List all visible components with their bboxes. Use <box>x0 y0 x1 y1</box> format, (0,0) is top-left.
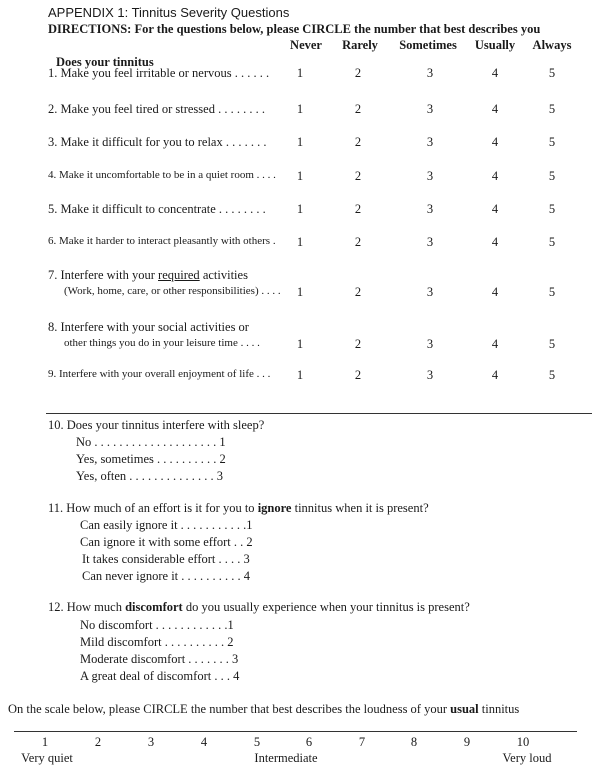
q11-title-bold: ignore <box>257 501 292 515</box>
q11-option-4[interactable]: Can never ignore it . . . . . . . . . . 4 <box>82 569 251 583</box>
question-6-rating-1[interactable]: 1 <box>296 235 304 249</box>
loudness-scale-10[interactable]: 10 <box>516 735 530 749</box>
question-2-rating-3[interactable]: 3 <box>426 102 434 116</box>
question-3-rating-5[interactable]: 5 <box>548 135 556 149</box>
question-3-rating-1[interactable]: 1 <box>296 135 304 149</box>
question-8-rating-3[interactable]: 3 <box>426 337 434 351</box>
q10-option-3[interactable]: Yes, often . . . . . . . . . . . . . . 3 <box>76 469 223 483</box>
question-6-rating-4[interactable]: 4 <box>491 235 499 249</box>
q10-option-1[interactable]: No . . . . . . . . . . . . . . . . . . . . 1 <box>76 435 226 449</box>
scale-line <box>14 731 577 732</box>
question-7-rating-4[interactable]: 4 <box>491 285 499 299</box>
column-header-sometimes: Sometimes <box>399 38 457 52</box>
question-8-rating-1[interactable]: 1 <box>296 337 304 351</box>
question-8-rating-5[interactable]: 5 <box>548 337 556 351</box>
q12-option-2[interactable]: Mild discomfort . . . . . . . . . . 2 <box>80 635 234 649</box>
question-8-sublabel: other things you do in your leisure time . . . . <box>64 337 260 349</box>
question-4-label: 4. Make it uncomfortable to be in a quiet room . . . . <box>48 169 276 181</box>
question-9-rating-3[interactable]: 3 <box>426 368 434 382</box>
q10-title: 10. Does your tinnitus interfere with sleep? <box>48 418 265 432</box>
question-6-label: 6. Make it harder to interact pleasantly with others . <box>48 235 276 247</box>
question-5-label: 5. Make it difficult to concentrate . . . . . . . . <box>48 202 266 216</box>
column-header-usually: Usually <box>474 38 516 52</box>
q12-option-3[interactable]: Moderate discomfort . . . . . . . 3 <box>80 652 239 666</box>
question-9-rating-1[interactable]: 1 <box>296 368 304 382</box>
question-5-rating-2[interactable]: 2 <box>354 202 362 216</box>
question-1-rating-1[interactable]: 1 <box>296 66 304 80</box>
question-2-rating-2[interactable]: 2 <box>354 102 362 116</box>
q12-option-4[interactable]: A great deal of discomfort . . . 4 <box>80 669 240 683</box>
question-8-label: 8. Interfere with your social activities or <box>48 320 249 334</box>
loudness-scale-8[interactable]: 8 <box>410 735 418 749</box>
question-2-label: 2. Make you feel tired or stressed . . . . . . . . <box>48 102 265 116</box>
question-5-rating-3[interactable]: 3 <box>426 202 434 216</box>
q12-title-post: do you usually experience when your tinnitus is present? <box>182 600 470 614</box>
question-7-rating-2[interactable]: 2 <box>354 285 362 299</box>
question-1-rating-4[interactable]: 4 <box>491 66 499 80</box>
question-5-rating-1[interactable]: 1 <box>296 202 304 216</box>
question-1-rating-2[interactable]: 2 <box>354 66 362 80</box>
scale-label-mid: Intermediate <box>254 751 318 765</box>
question-2-rating-1[interactable]: 1 <box>296 102 304 116</box>
question-7-label: 7. Interfere with your required activities <box>48 268 248 282</box>
column-header-always: Always <box>532 38 572 52</box>
loudness-scale-9[interactable]: 9 <box>463 735 471 749</box>
question-1-rating-5[interactable]: 5 <box>548 66 556 80</box>
question-6-rating-3[interactable]: 3 <box>426 235 434 249</box>
loudness-scale-4[interactable]: 4 <box>200 735 208 749</box>
question-5-rating-4[interactable]: 4 <box>491 202 499 216</box>
question-4-rating-5[interactable]: 5 <box>548 169 556 183</box>
loudness-scale-3[interactable]: 3 <box>147 735 155 749</box>
q12-title <box>48 600 470 615</box>
q12-title-bold: discomfort <box>125 600 183 614</box>
question-5-rating-5[interactable]: 5 <box>548 202 556 216</box>
q10-option-2[interactable]: Yes, sometimes . . . . . . . . . . 2 <box>76 452 226 466</box>
question-4-rating-1[interactable]: 1 <box>296 169 304 183</box>
appendix-title: APPENDIX 1: Tinnitus Severity Questions <box>48 5 290 20</box>
question-9-label: 9. Interfere with your overall enjoyment of life . . . <box>48 368 271 380</box>
q11-option-2[interactable]: Can ignore it with some effort . . 2 <box>80 535 253 549</box>
scale-label-high: Very loud <box>502 751 552 765</box>
q11-title-post: tinnitus when it is present? <box>291 501 429 515</box>
question-3-rating-4[interactable]: 4 <box>491 135 499 149</box>
q12-option-1[interactable]: No discomfort . . . . . . . . . . . .1 <box>80 618 234 632</box>
loudness-scale-5[interactable]: 5 <box>253 735 261 749</box>
loudness-scale-6[interactable]: 6 <box>305 735 313 749</box>
section-title: Does your tinnitus <box>56 55 154 69</box>
question-3-label: 3. Make it difficult for you to relax . . . . . . . <box>48 135 267 149</box>
question-7-sublabel: (Work, home, care, or other responsibilities) . . . . <box>64 285 281 297</box>
question-8-rating-4[interactable]: 4 <box>491 337 499 351</box>
loudness-text-post: tinnitus <box>478 702 520 716</box>
q11-title <box>48 501 429 516</box>
q11-option-3[interactable]: It takes considerable effort . . . . 3 <box>82 552 250 566</box>
scale-label-low: Very quiet <box>21 751 73 765</box>
question-9-rating-2[interactable]: 2 <box>354 368 362 382</box>
column-header-rarely: Rarely <box>342 38 378 52</box>
loudness-scale-7[interactable]: 7 <box>358 735 366 749</box>
question-1-rating-3[interactable]: 3 <box>426 66 434 80</box>
question-7-rating-5[interactable]: 5 <box>548 285 556 299</box>
required-emphasis: required <box>158 268 200 282</box>
q12-title-pre: 12. How much <box>48 600 126 614</box>
question-9-rating-5[interactable]: 5 <box>548 368 556 382</box>
question-3-rating-3[interactable]: 3 <box>426 135 434 149</box>
directions-text: DIRECTIONS: For the questions below, please CIRCLE the number that best describes you <box>48 22 541 36</box>
question-3-rating-2[interactable]: 2 <box>354 135 362 149</box>
loudness-text-pre: On the scale below, please CIRCLE the number that best describes the loudness of your <box>8 702 451 716</box>
loudness-text-bold: usual <box>450 702 479 716</box>
question-1-label: 1. Make you feel irritable or nervous . . . . . . <box>48 66 270 80</box>
question-7-rating-3[interactable]: 3 <box>426 285 434 299</box>
question-4-rating-2[interactable]: 2 <box>354 169 362 183</box>
question-4-rating-4[interactable]: 4 <box>491 169 499 183</box>
q11-option-1[interactable]: Can easily ignore it . . . . . . . . . . .1 <box>80 518 253 532</box>
column-header-never: Never <box>290 38 322 52</box>
q11-title-pre: 11. How much of an effort is it for you to <box>48 501 258 515</box>
loudness-scale-1[interactable]: 1 <box>41 735 49 749</box>
question-7-rating-1[interactable]: 1 <box>296 285 304 299</box>
question-2-rating-5[interactable]: 5 <box>548 102 556 116</box>
question-9-rating-4[interactable]: 4 <box>491 368 499 382</box>
divider-line <box>46 413 592 414</box>
question-6-rating-2[interactable]: 2 <box>354 235 362 249</box>
loudness-instructions <box>8 702 519 717</box>
question-6-rating-5[interactable]: 5 <box>548 235 556 249</box>
question-4-rating-3[interactable]: 3 <box>426 169 434 183</box>
loudness-scale-2[interactable]: 2 <box>94 735 102 749</box>
question-8-rating-2[interactable]: 2 <box>354 337 362 351</box>
question-2-rating-4[interactable]: 4 <box>491 102 499 116</box>
